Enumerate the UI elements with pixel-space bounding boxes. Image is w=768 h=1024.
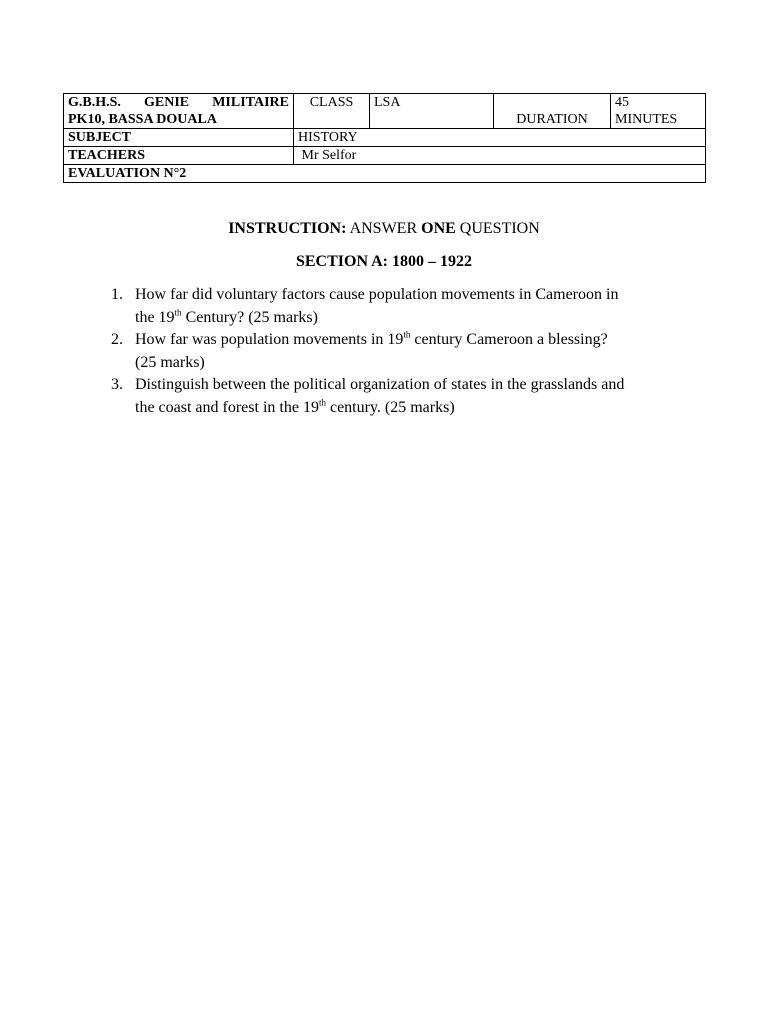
header-row-subject xyxy=(64,129,706,147)
teachers-value-cell: Mr Selfor xyxy=(294,147,706,165)
teachers-label-cell: TEACHERS xyxy=(64,147,294,165)
question-line: the 19th Century? (25 marks) xyxy=(135,307,318,326)
question-line: Distinguish between the political organization of states in the grasslands and xyxy=(135,376,625,393)
question-line: How far was population movements in 19th century Cameroon a blessing? xyxy=(135,329,608,348)
exam-header-table xyxy=(63,93,706,183)
question-number: 2. xyxy=(111,331,123,348)
question-list xyxy=(111,284,695,419)
instruction-text-after: QUESTION xyxy=(459,220,540,237)
question-line: the coast and forest in the 19th century. (25 marks) xyxy=(135,397,455,416)
question-number: 1. xyxy=(111,286,123,303)
ordinal-suffix: th xyxy=(174,307,182,318)
school-name-line2: PK10, BASSA DOUALA xyxy=(68,112,217,127)
header-row-teachers xyxy=(64,147,706,165)
ordinal-suffix: th xyxy=(403,329,411,340)
evaluation-label-cell: EVALUATION N°2 xyxy=(64,165,706,183)
question-number: 3. xyxy=(111,376,123,393)
instruction-text-before: ANSWER xyxy=(349,220,418,237)
instruction-emphasis: ONE xyxy=(421,220,456,237)
duration-label-cell: DURATION xyxy=(494,94,611,129)
school-name-cell xyxy=(64,94,294,129)
header-row-school xyxy=(64,94,706,129)
subject-value-cell: HISTORY xyxy=(294,129,706,147)
duration-value-cell: 45 MINUTES xyxy=(611,94,706,129)
instruction-line xyxy=(0,219,768,239)
question-line: How far did voluntary factors cause population movements in Cameroon in xyxy=(135,286,619,303)
question-item xyxy=(111,329,695,374)
class-value-cell: LSA xyxy=(370,94,494,129)
subject-label-cell: SUBJECT xyxy=(64,129,294,147)
instruction-label: INSTRUCTION: xyxy=(228,220,347,237)
question-item xyxy=(111,374,695,419)
school-name-line1: G.B.H.S. GENIE MILITAIRE xyxy=(68,95,289,110)
class-label-cell: CLASS xyxy=(294,94,370,129)
question-item xyxy=(111,284,695,329)
section-title: SECTION A: 1800 – 1922 xyxy=(295,253,473,270)
question-line: (25 marks) xyxy=(135,353,205,371)
ordinal-suffix: th xyxy=(318,397,326,408)
header-row-evaluation xyxy=(64,165,706,183)
